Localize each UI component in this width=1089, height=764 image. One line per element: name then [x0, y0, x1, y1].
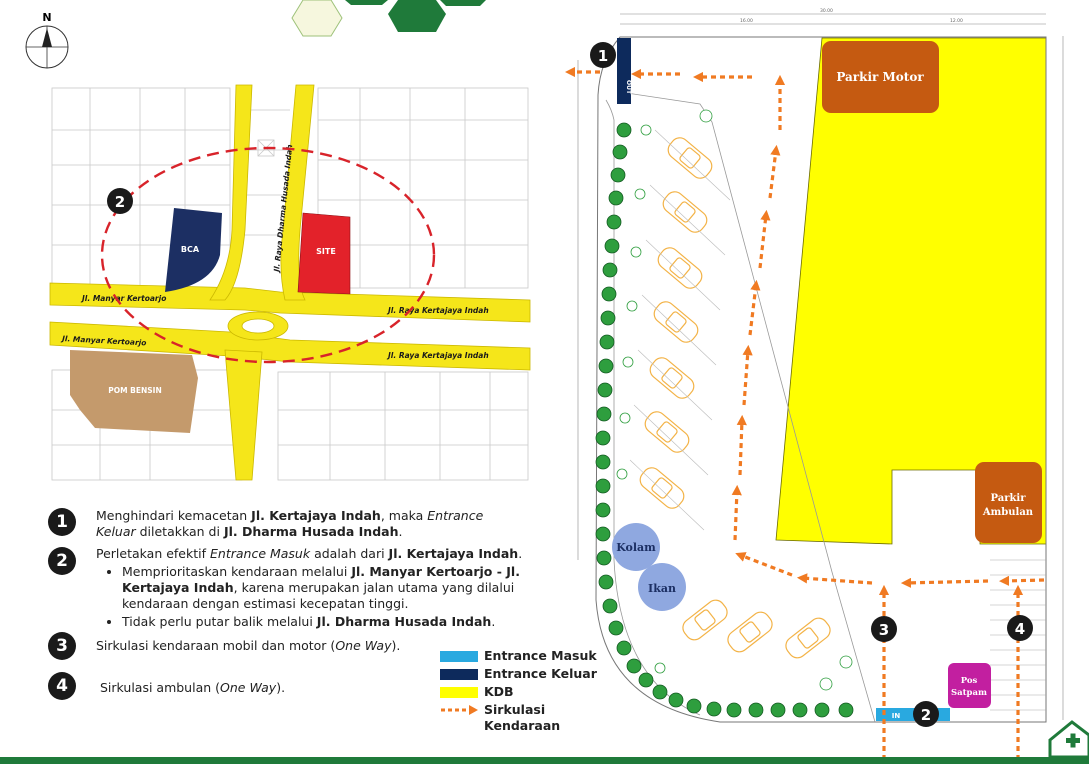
plan-marker-4: 4 — [1014, 620, 1026, 638]
legend-label-kdb: KDB — [484, 684, 514, 699]
svg-text:12.00: 12.00 — [950, 19, 963, 24]
note-2-bullet-2: • Tidak perlu putar balik melalui Jl. Dharma Husada Indah. — [122, 614, 526, 630]
note-1-text: Menghindari kemacetan Jl. Kertajaya Indah, maka Entrance Keluar diletakkan di Jl. Dharma Husada Indah. — [96, 508, 484, 539]
note-3-number: 3 — [48, 632, 76, 660]
road-label-dharma-husada: Jl. Raya Dharma Husada Indah — [272, 144, 295, 273]
footer-strip — [0, 757, 1089, 764]
note-4-number: 4 — [48, 672, 76, 700]
note-4-text: Sirkulasi ambulan (One Way). — [100, 680, 286, 695]
note-2-bullet-1: • Memprioritaskan kendaraan melalui Jl. Manyar Kertoarjo - Jl. Kertajaya Indah, karena merupakan jalan utama yang dilalui kendaraan dengan estimasi kecepatan tinggi. — [122, 564, 526, 612]
compass-letter: N — [42, 11, 52, 24]
entrance-keluar-gate — [617, 38, 631, 104]
note-3-text: Sirkulasi kendaraan mobil dan motor (One Way). — [96, 638, 401, 653]
plan-marker-3: 3 — [878, 621, 890, 639]
in-label: IN — [891, 712, 901, 720]
road-label-kertajaya-top: Jl. Raya Kertajaya Indah — [388, 306, 489, 315]
out-label: OUT — [625, 80, 632, 95]
legend-label-keluar: Entrance Keluar — [484, 666, 597, 681]
legend-label-sirkulasi-2: Kendaraan — [484, 718, 561, 733]
pos-satpam-label-1: Pos — [960, 676, 978, 686]
legend-label-sirkulasi-1: Sirkulasi — [484, 702, 546, 717]
plan-marker-1: 1 — [597, 47, 609, 65]
road-label-kertajaya-bottom: Jl. Raya Kertajaya Indah — [388, 351, 489, 360]
note-2-text: Perletakan efektif Entrance Masuk adalah dari Jl. Kertajaya Indah. • Memprioritaskan kendaraan melalui Jl. Manyar Kertoarjo - Jl. Kertajaya Indah, karena merupakan jalan utama yang dilalui kendaraan dengan estimasi kecepatan tinggi. • Tidak perlu putar balik melalui Jl. Dharma Husada Indah. — [96, 546, 526, 632]
legend-label-masuk: Entrance Masuk — [484, 648, 597, 663]
svg-text:16.00: 16.00 — [740, 19, 753, 24]
site-location-map — [50, 85, 530, 480]
legend-arrow-icon — [440, 704, 480, 716]
parkir-ambulan-label-1: Parkir — [990, 493, 1026, 504]
header-hexagons — [292, 0, 486, 36]
parkir-ambulan-label-2: Ambulan — [982, 507, 1034, 518]
road-label-manyar-top: Jl. Manyar Kertoarjo — [82, 294, 167, 303]
hospital-logo-icon — [1050, 722, 1089, 757]
map-marker-2-label: 2 — [114, 193, 126, 211]
legend-swatch-kdb — [440, 687, 478, 698]
north-compass-icon — [26, 11, 68, 68]
ikan-label: Ikan — [648, 582, 676, 595]
pos-satpam-label-2: Satpam — [950, 688, 988, 698]
road-label-manyar-bottom: Jl. Manyar Kertoarjo — [61, 334, 147, 348]
legend-swatch-masuk — [440, 651, 478, 662]
note-1-number: 1 — [48, 508, 76, 536]
plan-marker-2: 2 — [920, 706, 932, 724]
svg-text:30.00: 30.00 — [820, 9, 833, 14]
kolam-label: Kolam — [616, 541, 656, 554]
pom-bensin-label: POM BENSIN — [108, 386, 162, 395]
site-label: SITE — [316, 247, 336, 256]
site-plan — [570, 8, 1063, 760]
bca-label: BCA — [180, 245, 200, 254]
note-2-number: 2 — [48, 547, 76, 575]
legend-swatch-keluar — [440, 669, 478, 680]
parkir-motor-label: Parkir Motor — [836, 70, 924, 84]
